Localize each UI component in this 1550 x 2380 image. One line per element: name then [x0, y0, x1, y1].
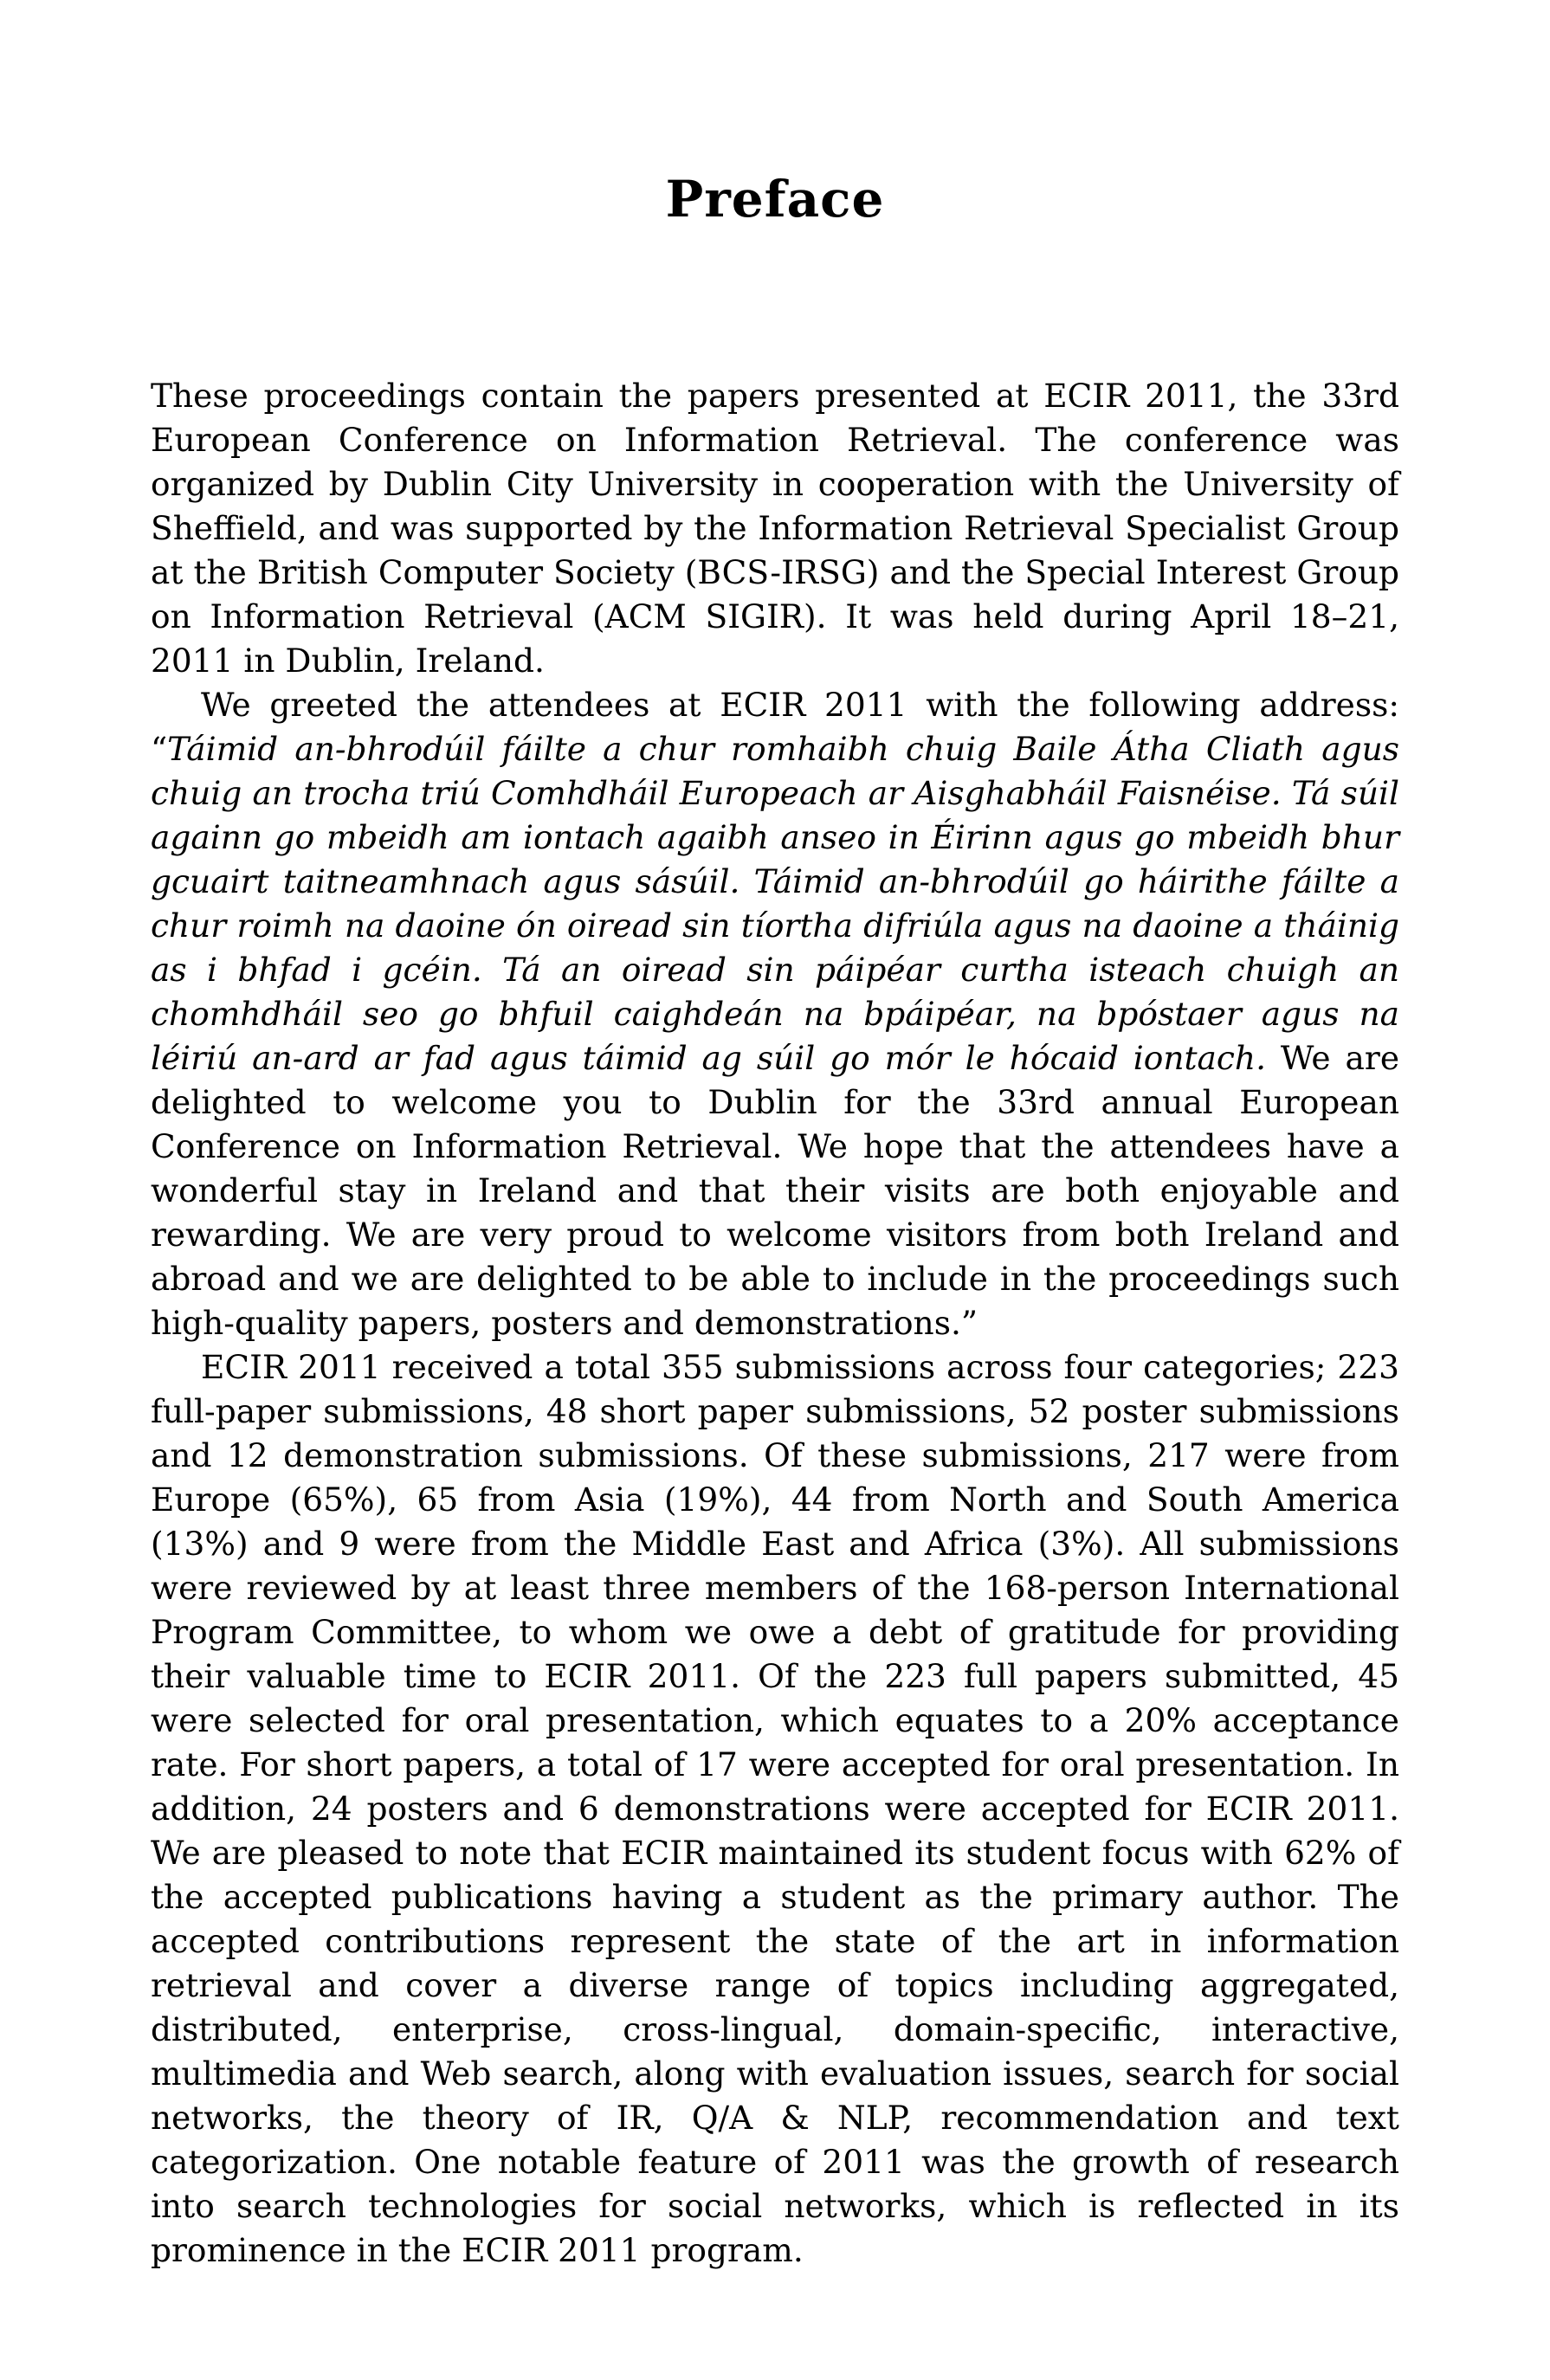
- paragraph-submissions: ECIR 2011 received a total 355 submissions across four categories; 223 full-paper submissions, 48 short paper submissions, 52 poster submissions and 12 demonstration submissions. Of these submissions, 217 were from Europe (65%), 65 from Asia (19%), 44 from North and South America (13%) and 9 were from the Middle East and Africa (3%). All submissions were reviewed by at least three members of the 168-person International Program Committee, to whom we owe a debt of gratitude for providing their valuable time to ECIR 2011. Of the 223 full papers submitted, 45 were selected for oral presentation, which equates to a 20% acceptance rate. For short papers, a total of 17 were accepted for oral presentation. In addition, 24 posters and 6 demonstrations were accepted for ECIR 2011. We are pleased to note that ECIR maintained its student focus with 62% of the accepted publications having a student as the primary author. The accepted contributions represent the state of the art in information retrieval and cover a diverse range of topics including aggregated, distributed, enterprise, cross-lingual, domain-specific, interactive, multimedia and Web search, along with evaluation issues, search for social networks, the theory of IR, Q/A & NLP, recommendation and text categorization. One notable feature of 2011 was the growth of research into search technologies for social networks, which is reflected in its prominence in the ECIR 2011 program.: [151, 1348, 1399, 2269]
- address-intro-text: We greeted the attendees at ECIR 2011 with the following address: “: [151, 686, 1399, 768]
- irish-greeting-text: Táimid an-bhrodúil fáilte a chur romhaibh chuig Baile Átha Cliath agus chuig an trocha triú Comhdháil Europeach ar Aisghabháil Faisnéise. Tá súil againn go mbeidh am iontach agaibh anseo in Éirinn agus go mbeidh bhur gcuairt taitneamhnach agus sásúil. Táimid an-bhrodúil go háirithe fáilte a chur roimh na daoine ón oiread sin tíortha difriúla agus na daoine a tháinig as i bhfad i gcéin. Tá an oiread sin páipéar curtha isteach chuigh an chomhdháil seo go bhfuil caighdeán na bpáipéar, na bpóstaer agus na léiriú an-ard ar fad agus táimid ag súil go mór le hócaid iontach.: [151, 730, 1399, 1077]
- paragraph-intro: These proceedings contain the papers presented at ECIR 2011, the 33rd European Conference on Information Retrieval. The conference was organized by Dublin City University in cooperation with the University of Sheffield, and was supported by the Information Retrieval Specialist Group at the British Computer Society (BCS-IRSG) and the Special Interest Group on Information Retrieval (ACM SIGIR). It was held during April 18–21, 2011 in Dublin, Ireland.: [151, 377, 1399, 680]
- paragraph-address: [151, 683, 1399, 1345]
- page-title: Preface: [665, 170, 885, 229]
- preface-body: [151, 374, 1399, 2273]
- english-greeting-text: We are delighted to welcome you to Dublin for the 33rd annual European Conference on Information Retrieval. We hope that the attendees have a wonderful stay in Ireland and that their visits are both enjoyable and rewarding. We are very proud to welcome visitors from both Ireland and abroad and we are delighted to be able to include in the proceedings such high-quality papers, posters and demonstrations.”: [151, 1039, 1400, 1342]
